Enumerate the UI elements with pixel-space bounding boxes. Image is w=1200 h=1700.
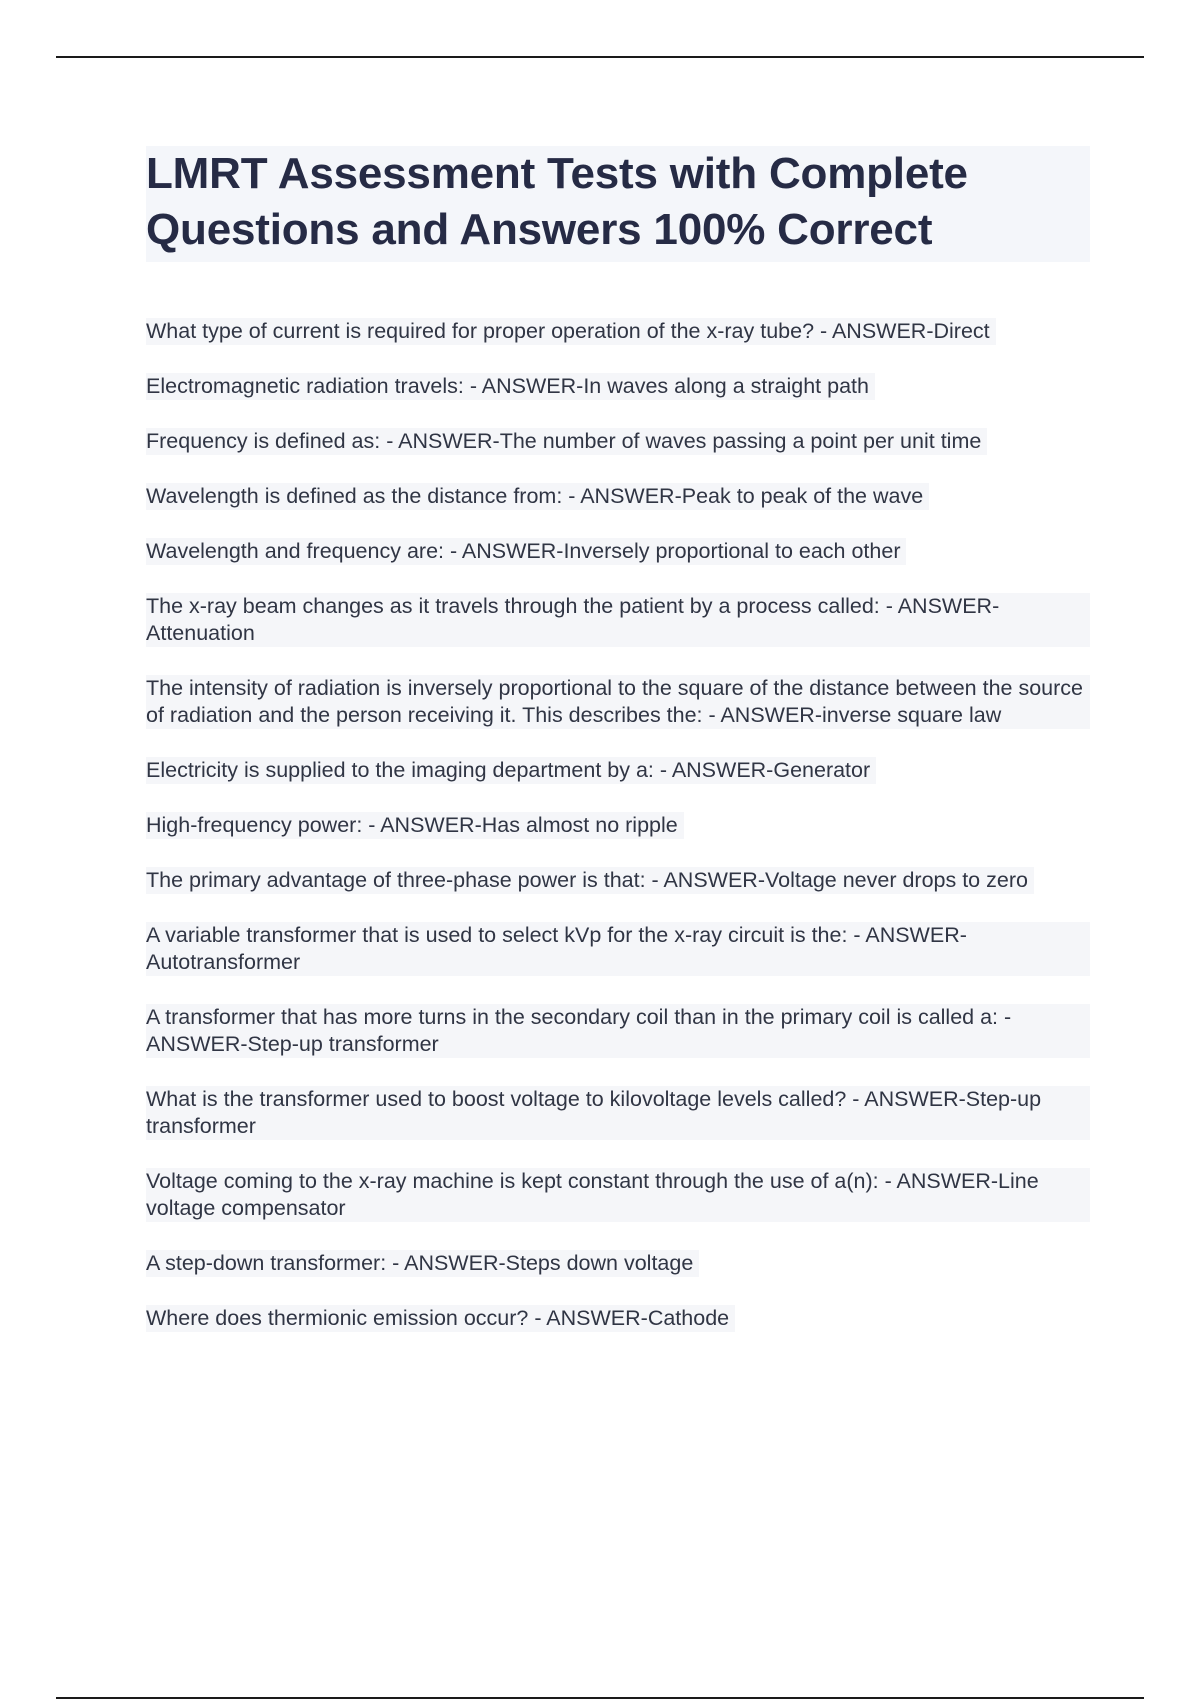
qa-item: A variable transformer that is used to select kVp for the x-ray circuit is the: - ANSWER-Autotransformer — [146, 922, 1090, 976]
qa-item: A transformer that has more turns in the secondary coil than in the primary coil is called a: - ANSWER-Step-up transformer — [146, 1004, 1090, 1058]
qa-item: A step-down transformer: - ANSWER-Steps down voltage — [146, 1250, 699, 1277]
qa-item: Wavelength is defined as the distance from: - ANSWER-Peak to peak of the wave — [146, 483, 929, 510]
qa-item: What type of current is required for proper operation of the x-ray tube? - ANSWER-Direct — [146, 318, 996, 345]
qa-item: The x-ray beam changes as it travels through the patient by a process called: - ANSWER-Attenuation — [146, 593, 1090, 647]
qa-item: Where does thermionic emission occur? - ANSWER-Cathode — [146, 1305, 735, 1332]
bottom-rule — [56, 1697, 1144, 1699]
qa-item: The primary advantage of three-phase power is that: - ANSWER-Voltage never drops to zero — [146, 867, 1034, 894]
qa-item: The intensity of radiation is inversely proportional to the square of the distance between the source of radiation and the person receiving it. This describes the: - ANSWER-inverse square law — [146, 675, 1090, 729]
document-body — [146, 146, 1090, 1360]
qa-item: Electricity is supplied to the imaging department by a: - ANSWER-Generator — [146, 757, 876, 784]
qa-list — [146, 318, 1090, 1332]
qa-item: High-frequency power: - ANSWER-Has almost no ripple — [146, 812, 684, 839]
qa-item: What is the transformer used to boost voltage to kilovoltage levels called? - ANSWER-Step-up transformer — [146, 1086, 1090, 1140]
document-title: LMRT Assessment Tests with Complete Questions and Answers 100% Correct — [146, 149, 968, 254]
title-block — [146, 146, 1090, 262]
qa-item: Wavelength and frequency are: - ANSWER-Inversely proportional to each other — [146, 538, 906, 565]
top-rule — [56, 56, 1144, 58]
qa-item: Frequency is defined as: - ANSWER-The number of waves passing a point per unit time — [146, 428, 987, 455]
qa-item: Voltage coming to the x-ray machine is kept constant through the use of a(n): - ANSWER-Line voltage compensator — [146, 1168, 1090, 1222]
qa-item: Electromagnetic radiation travels: - ANSWER-In waves along a straight path — [146, 373, 875, 400]
